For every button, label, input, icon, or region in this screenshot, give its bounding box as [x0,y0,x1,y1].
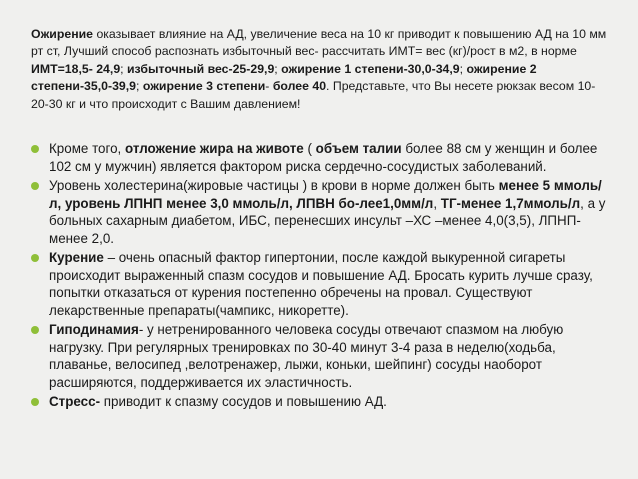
list-item [29,140,609,175]
bullet-text: ( [303,141,316,156]
bullet-emphasis: объем талии [315,141,402,156]
bullet-emphasis: Стресс- [49,394,101,409]
bullet-list [29,140,609,413]
intro-over-40: более 40 [272,79,327,94]
list-item [29,393,609,411]
intro-paragraph [31,26,609,113]
bullet-text: , [433,195,441,211]
bullet-emphasis: отложение жира на животе [124,141,304,156]
intro-separator: ; [136,79,143,94]
bullet-text: – очень опасный фактор гипертонии, после каждой выкуренной сигареты происходит выраженный спазм сосудов и повышение АД. Бросать курить лучше сразу, попытки отказаться от курения постепенно обречены на провал. Существуют лекарственные препараты(чампикс, никоретте). [49,250,593,318]
bullet-emphasis: ТГ-менее 1,7ммоль/л [440,195,581,211]
bullet-dot-icon [31,254,39,262]
bullet-text: Кроме того, [49,141,125,156]
bullet-dot-icon [31,326,39,334]
bullet-emphasis: Гиподинамия [49,322,139,337]
intro-text: оказывает влияние на АД, увеличение веса на 10 кг приводит к повышению АД на 10 мм рт ст, Лучший способ распознать избыточный вес- рассчитать ИМТ= вес (кг)/рост в м2, в норме [31,27,607,59]
list-item [29,177,609,247]
bullet-dot-icon [31,145,39,153]
intro-obesity-3: ожирение 3 степени [142,79,266,94]
intro-bmi-norm: ИМТ=18,5- 24,9 [31,61,121,76]
bullet-emphasis: менее 5 ммоль/л, уровень ЛПНП менее 3,0 ммоль/л, ЛПВН бо-лее1,0мм/л [49,178,602,211]
intro-obesity-1: ожирение 1 степени-30,0-34,9 [281,61,460,76]
bullet-emphasis: Курение [49,250,104,265]
intro-separator: - [265,79,273,94]
bullet-text: Уровень холестерина(жировые частицы ) в крови в норме должен быть [49,178,499,193]
bullet-text: - у нетренированного человека сосуды отвечают спазмом на любую нагрузку. При регулярных тренировках по 30-40 минут 3-4 раза в неделю(ходьба, плаванье, велосипед ,велотренажер, лыжи, коньки, шейпинг) сосуды наоборот расширяются, поддерживается их эластичность. [49,322,564,390]
intro-separator: ; [120,61,127,76]
intro-separator: ; [459,61,467,76]
intro-separator: ; [274,61,282,76]
bullet-text: более 88 см у женщин и более 102 см у мужчин) является фактором риска сердечно-сосудистых заболеваний. [49,141,598,174]
bullet-dot-icon [31,398,39,406]
intro-term-obesity: Ожирение [31,27,94,41]
intro-closing: . Представьте, что Вы несете рюкзак весом 10-20-30 кг и что происходит с Вашим давлением! [31,79,596,111]
list-item [29,249,609,319]
list-item [29,321,609,391]
intro-obesity-2: ожирение 2 степени-35,0-39,9 [31,61,537,94]
bullet-dot-icon [31,182,39,190]
bullet-text: , а у больных сахарным диабетом, ИБС, перенесших инсульт –ХС –менее 4,0(3,5), ЛПНП- менее 2,0. [49,195,606,246]
intro-overweight: избыточный вес-25-29,9 [127,61,275,76]
bullet-text: приводит к спазму сосудов и повышению АД. [100,394,387,409]
